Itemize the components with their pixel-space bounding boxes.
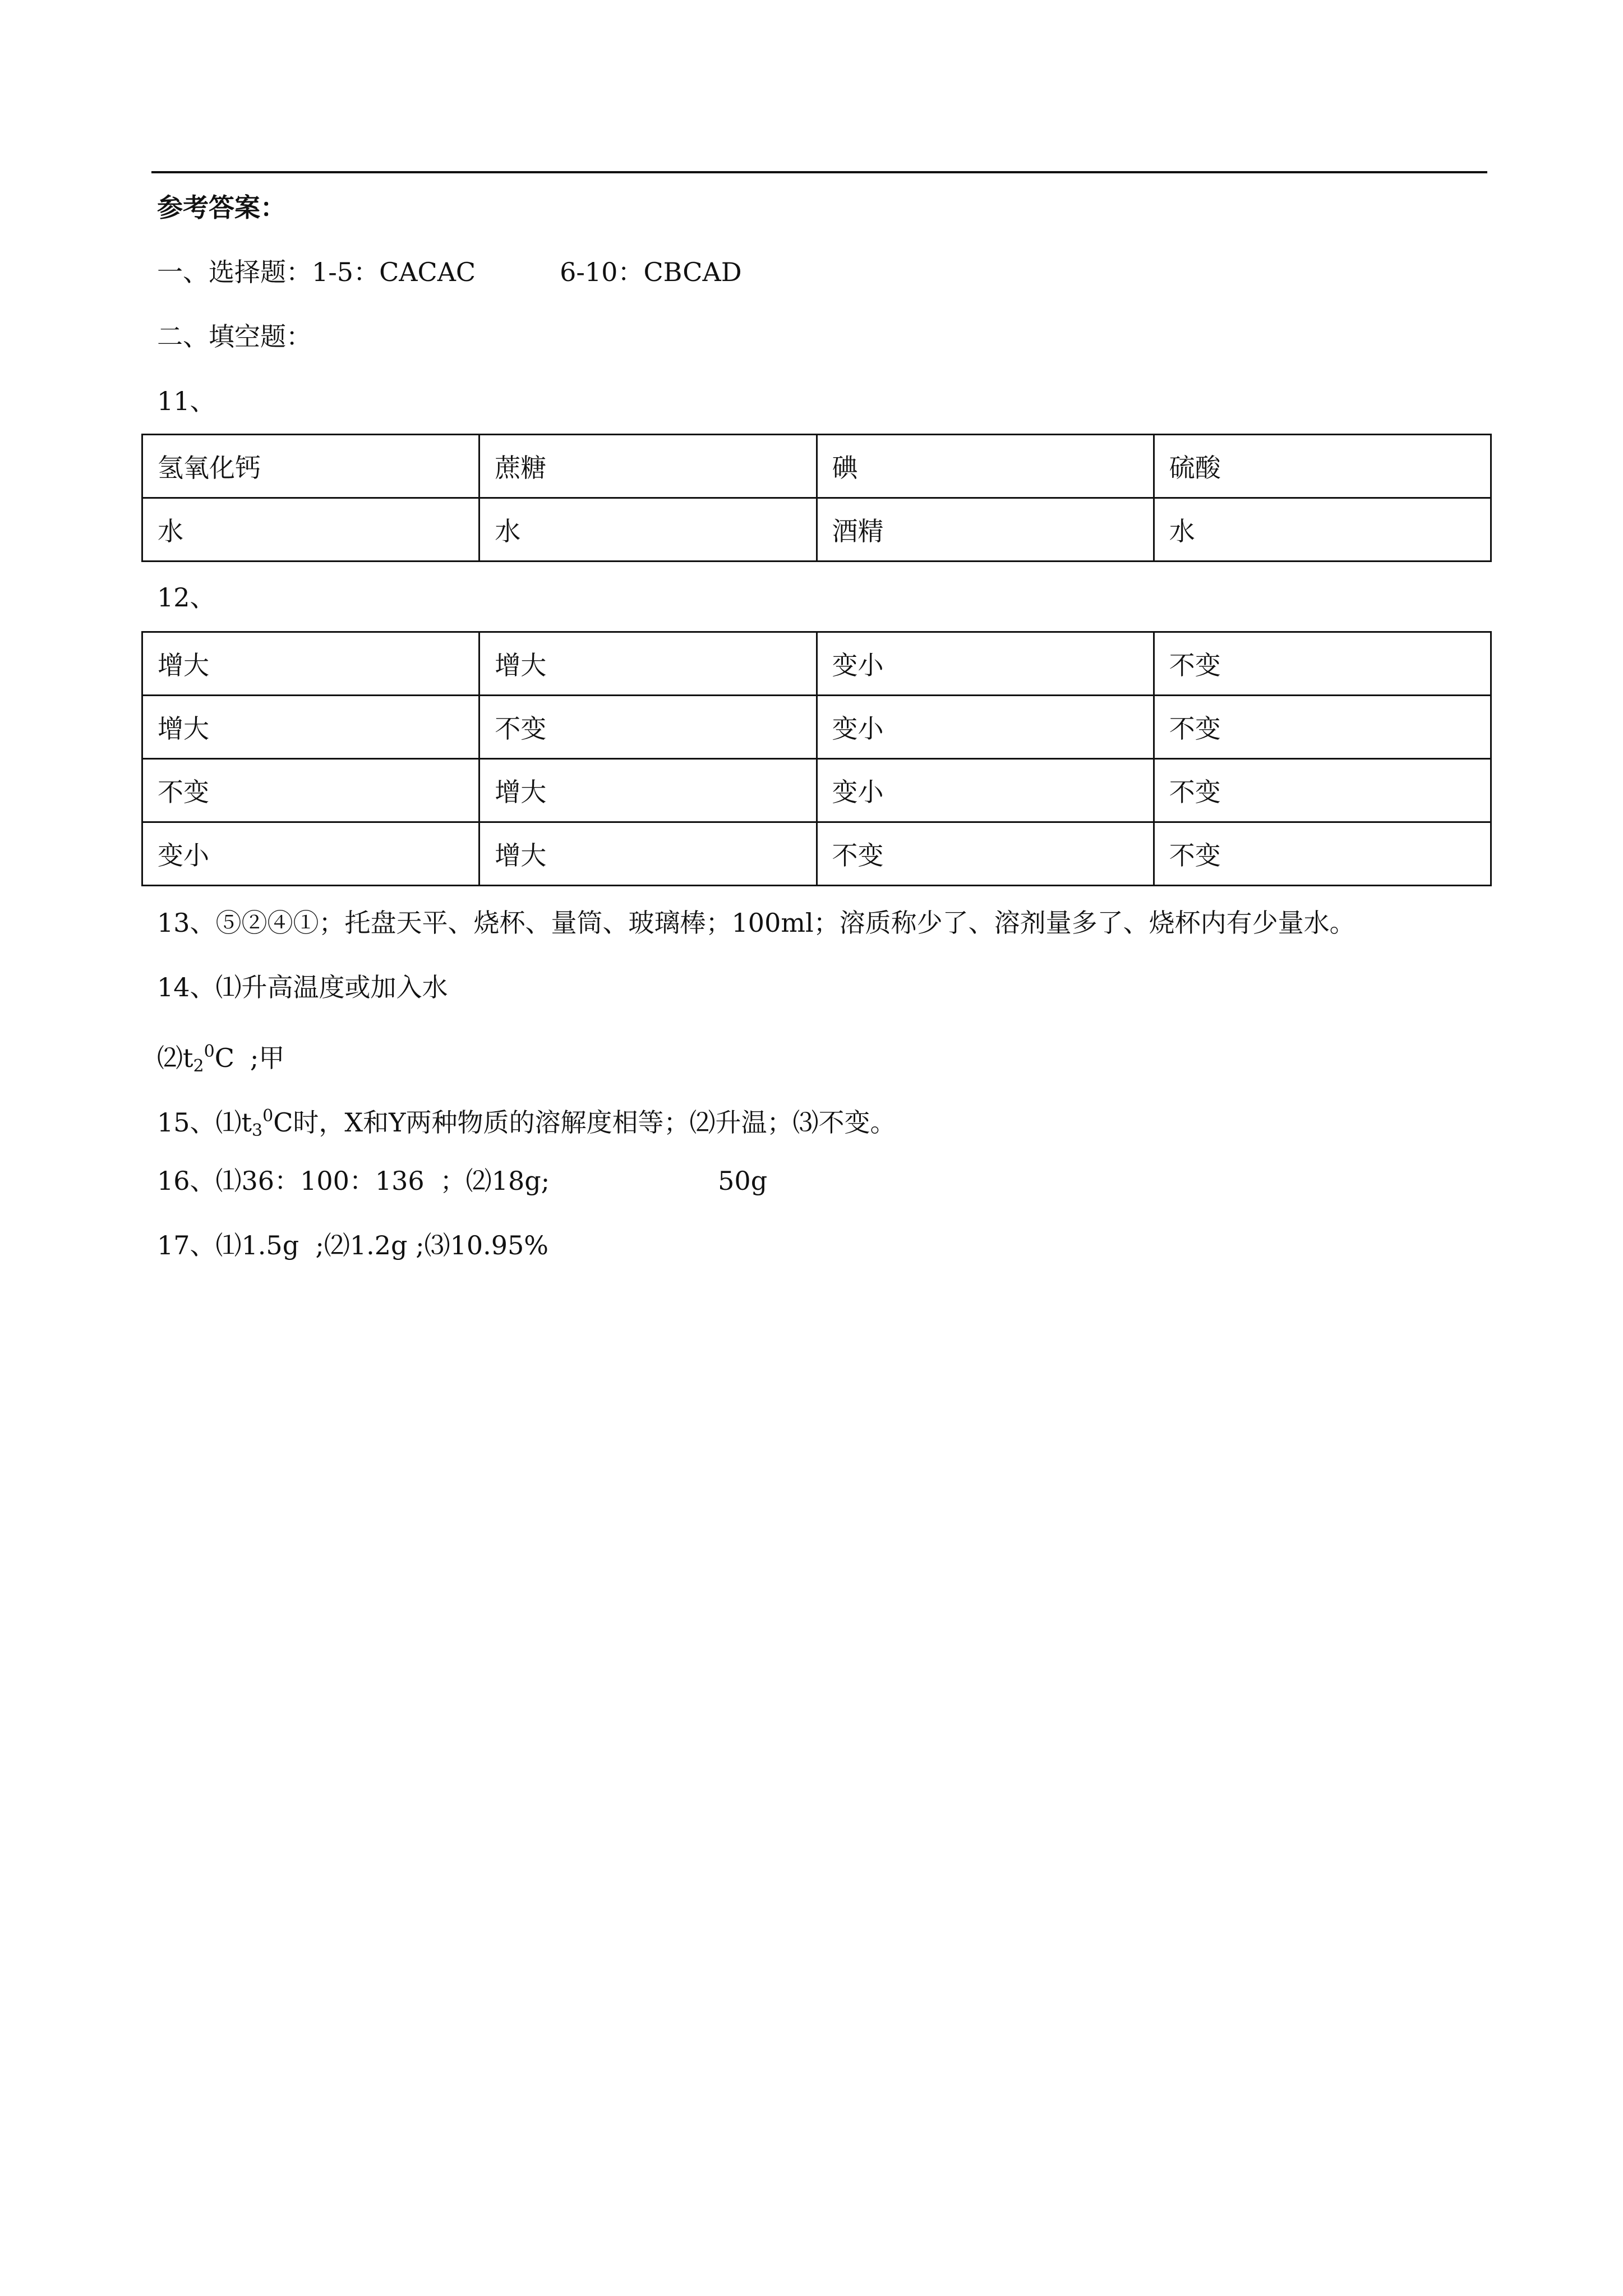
q15-rest: C时，X和Y两种物质的溶解度相等；⑵升温；⑶不变。 [273,1107,896,1138]
table-cell: 增大 [479,632,817,696]
table-cell: 水 [1154,498,1491,562]
section1-label: 一、选择题： [157,257,312,287]
table-cell: 不变 [1154,696,1491,759]
q14-temp-unit: C [214,1043,234,1073]
table-row [142,696,1491,759]
table-cell: 不变 [817,822,1154,886]
section1-answers-1-5: 1-5：CACAC [312,257,476,287]
q15-degree-sup: 0 [262,1106,274,1126]
q14-temp-subscript: 2 [193,1056,204,1076]
table-cell: 碘 [817,435,1154,498]
table-cell: 增大 [142,696,479,759]
table-cell: 增大 [479,759,817,822]
q15-answer [157,1099,896,1148]
table-cell: 不变 [142,759,479,822]
q14-degree-sup: 0 [204,1042,215,1061]
q14-answer-substance: ;甲 [250,1043,285,1073]
table-cell: 水 [479,498,817,562]
q11-table [141,434,1492,562]
q17-answer: 17、⑴1.5g ;⑵1.2g ;⑶10.95% [157,1230,548,1260]
table-row [142,435,1491,498]
table-cell: 变小 [817,759,1154,822]
section-fill-blank: 二、填空题： [157,321,312,352]
q16-part-b: ；⑵18g; [440,1166,550,1196]
section-multiple-choice [157,255,742,289]
table-row [142,822,1491,886]
q16-answer [157,1164,767,1198]
table-cell: 不变 [1154,632,1491,696]
table-cell: 不变 [1154,759,1491,822]
table-cell: 硫酸 [1154,435,1491,498]
table-cell: 变小 [817,696,1154,759]
table-cell: 水 [142,498,479,562]
table-cell: 变小 [817,632,1154,696]
q11-label: 11、 [157,386,216,416]
q14-answer-1: 14、⑴升高温度或加入水 [157,972,448,1002]
q13-answer: 13、⑤②④①；托盘天平、烧杯、量筒、玻璃棒；100ml；溶质称少了、溶剂量多了、烧杯内有少量水。 [157,908,1355,938]
q16-part-c: 50g [718,1166,768,1196]
answer-heading: 参考答案： [157,192,286,223]
table-cell: 增大 [142,632,479,696]
table-row [142,632,1491,696]
q12-label: 12、 [157,582,216,613]
q12-table [141,631,1492,886]
table-cell: 氢氧化钙 [142,435,479,498]
q14-temp-prefix: ⑵t [157,1043,193,1073]
table-row [142,759,1491,822]
q16-part-a: 16、⑴36：100：136 [157,1166,425,1196]
q15-prefix: 15、⑴t [157,1107,252,1138]
q14-answer-2 [157,1035,284,1083]
section1-answers-6-10: 6-10：CBCAD [560,257,742,287]
table-cell: 不变 [1154,822,1491,886]
table-cell: 增大 [479,822,817,886]
q15-temp-subscript: 3 [252,1121,263,1140]
header-rule [151,171,1487,173]
table-cell: 蔗糖 [479,435,817,498]
table-cell: 不变 [479,696,817,759]
table-row [142,498,1491,562]
table-cell: 酒精 [817,498,1154,562]
table-cell: 变小 [142,822,479,886]
